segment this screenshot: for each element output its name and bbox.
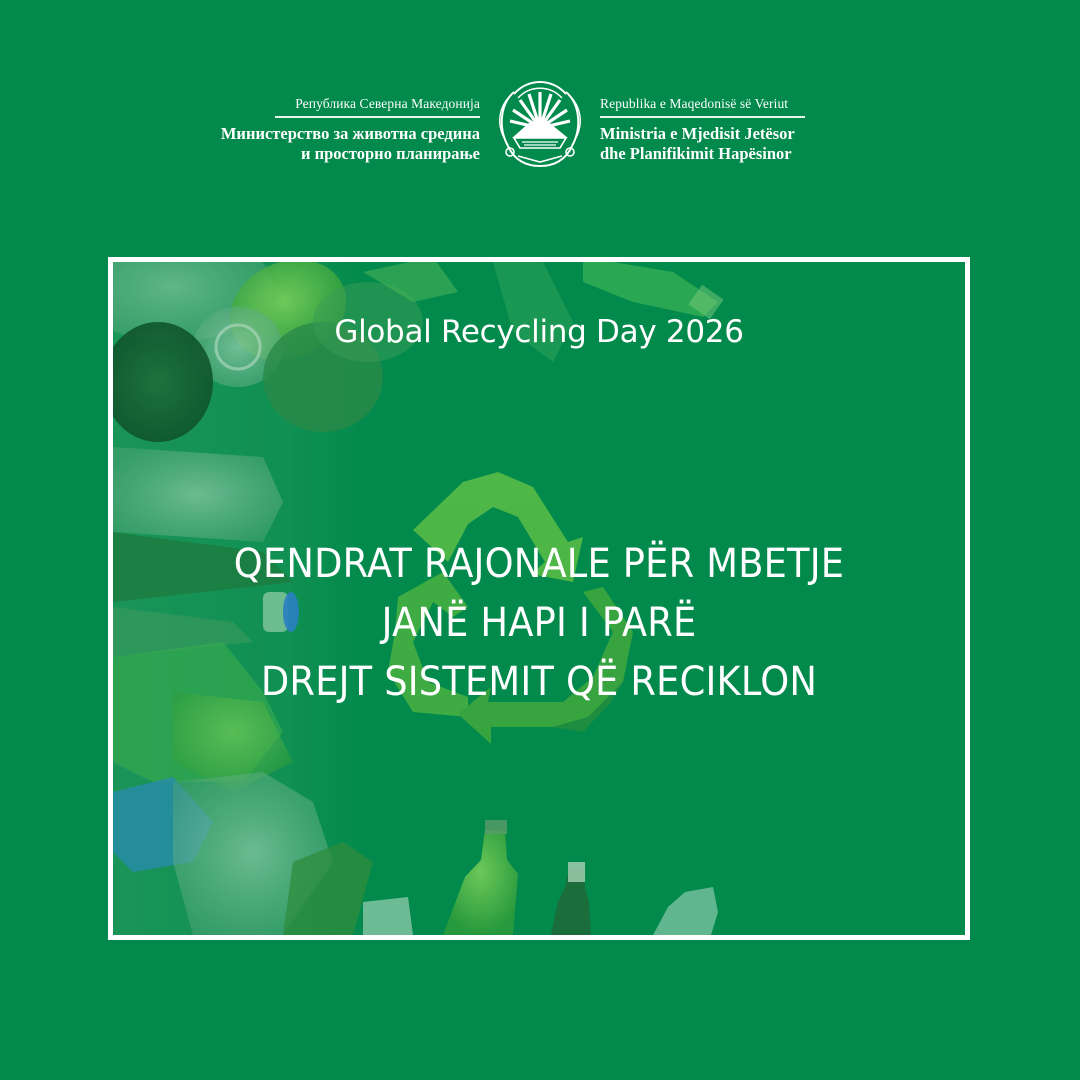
ministry-header <box>0 80 1080 180</box>
country-name-sq: Republika e Maqedonisë së Veriut <box>600 96 789 111</box>
headline <box>147 535 931 712</box>
header-macedonian <box>221 96 480 164</box>
ministry-name-mk-line1: Министерство за животна средина <box>220 124 480 143</box>
event-title: Global Recycling Day 2026 <box>334 314 744 350</box>
poster-frame <box>108 257 970 940</box>
headline-line-2: JANË HAPI I PARË <box>381 600 697 646</box>
divider <box>275 116 480 118</box>
headline-line-3: DREJT SISTEMIT QË RECIKLON <box>260 659 818 705</box>
ministry-name-sq-line2: dhe Planifikimit Hapësinor <box>600 144 792 163</box>
header-albanian <box>600 96 805 164</box>
divider <box>600 116 805 118</box>
coat-of-arms-icon <box>496 76 584 176</box>
ministry-name-sq-line1: Ministria e Mjedisit Jetësor <box>600 124 795 143</box>
country-name-mk: Република Северна Македонија <box>295 96 480 111</box>
ministry-name-mk-line2: и просторно планирање <box>300 144 480 163</box>
headline-line-1: QENDRAT RAJONALE PËR MBETJE <box>233 541 845 587</box>
